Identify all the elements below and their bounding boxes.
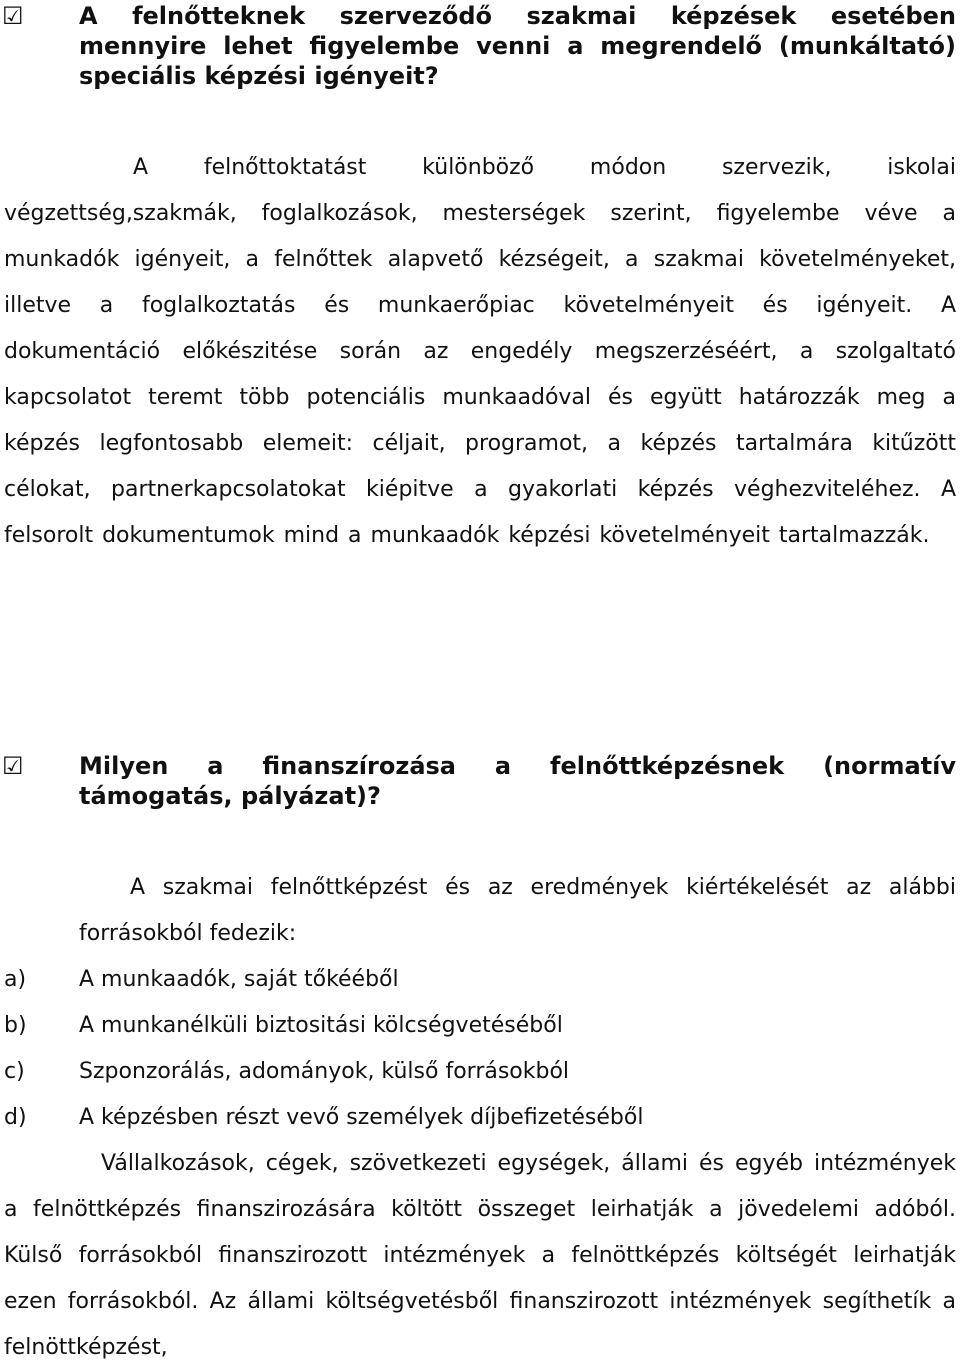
- funding-sources-list: [4, 957, 956, 1141]
- paragraph-training-organization: A felnőttoktatást különböző módon szervezik, iskolai végzettség,szakmák, foglalkozások, mesterségek szerint, figyelembe véve a munkadók igényeit, a felnőttek alapvető kézségeit, a szakmai követelményeket, illetve a foglalkoztatás és munkaerőpiac követelményeit és igényeit. A dokumentáció előkészitése során az engedély megszerzéséért, a szolgaltató kapcsolatot teremt több potenciális munkaadóval és együtt határozzák meg a képzés legfontosabb elemeit: céljait, programot, a képzés tartalmára kitűzött célokat, partnerkapcsolatokat kiépitve a gyakorlati képzés véghezviteléhez. A felsorolt dokumentumok mind a munkaadók képzési követelményeit tartalmazzák.: [4, 155, 956, 548]
- list-marker: c): [4, 1059, 25, 1084]
- list-item-text: A munkaadók, saját tőkééből: [79, 967, 399, 992]
- list-marker: a): [4, 967, 27, 992]
- question-2-text: Milyen a finanszírozása a felnőttképzésnek (normatív támogatás, pályázat)?: [79, 752, 956, 810]
- list-item: [4, 957, 956, 1003]
- list-item-text: A munkanélküli biztositási kölcségvetéséből: [79, 1013, 563, 1038]
- question-1-text: A felnőtteknek szerveződő szakmai képzések esetében mennyire lehet figyelembe venni a megrendelő (munkáltató) speciális képzési igényeit?: [79, 2, 956, 90]
- list-item: [4, 1049, 956, 1095]
- paragraph-tax-deduction: Vállalkozások, cégek, szövetkezeti egységek, állami és egyéb intézmények a felnöttképzés finanszirozására költött összeget leirhatják a jövedelemi adóból. Külső forrásokból finanszirozott intézmények a felnöttképzés költségét leirhatják ezen forrásokból. Az állami költségvetésből finanszirozott intézmények segíthetík a felnöttképzést,: [4, 1151, 956, 1360]
- question-heading-1: [0, 1, 960, 91]
- list-item-text: A képzésben részt vevő személyek díjbefizetéséből: [79, 1105, 644, 1130]
- funding-intro: A szakmai felnőttképzést és az eredmények kiértékelését az alábbi forrásokból fedezik:: [79, 875, 956, 946]
- list-item: [4, 1095, 956, 1141]
- list-item: [4, 1003, 956, 1049]
- checkbox-checked-icon: ☑: [2, 2, 24, 30]
- list-marker: b): [4, 1013, 27, 1038]
- question-heading-2: [0, 751, 960, 811]
- checkbox-checked-icon: ☑: [2, 752, 24, 780]
- list-item-text: Szponzorálás, adományok, külső forrásokból: [79, 1059, 570, 1084]
- list-marker: d): [4, 1105, 27, 1130]
